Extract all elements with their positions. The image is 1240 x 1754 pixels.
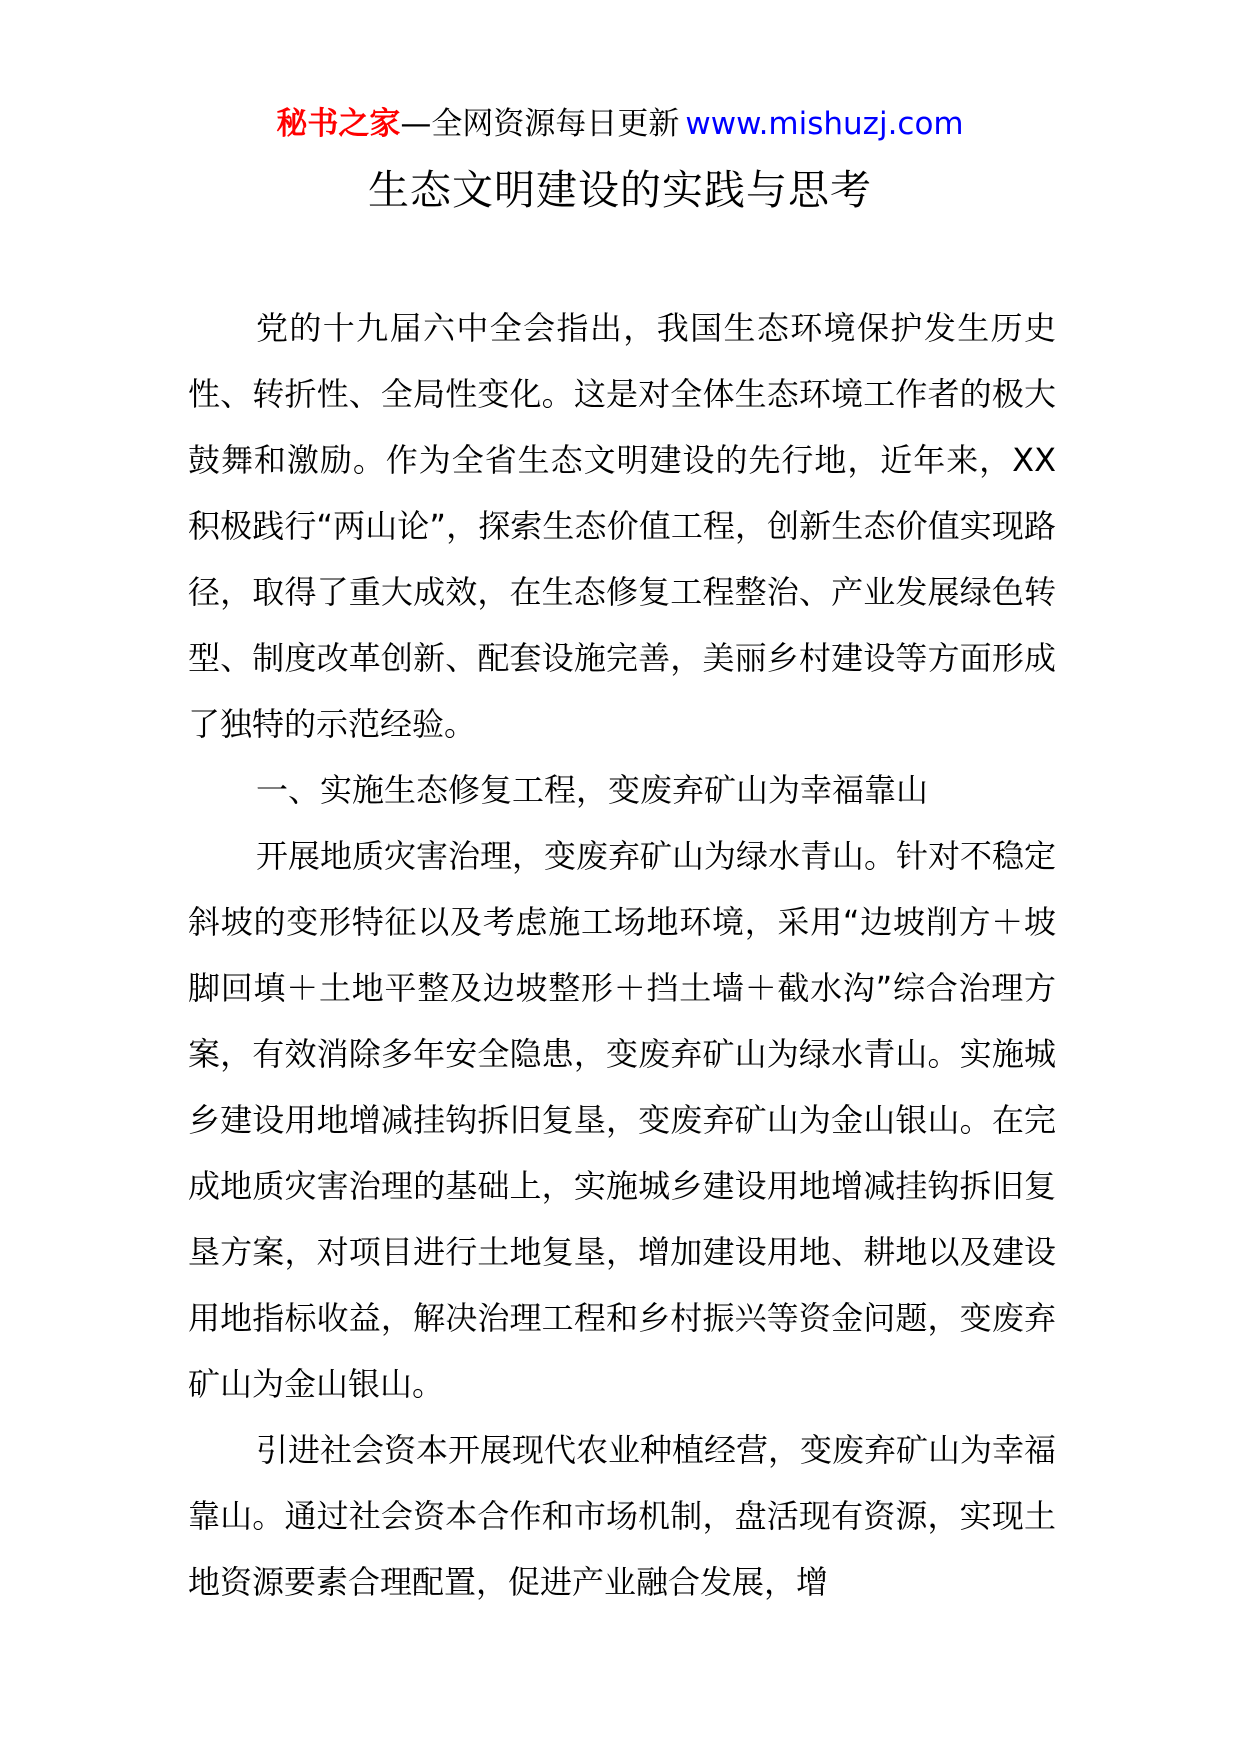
- site-slogan: —全网资源每日更新: [400, 106, 680, 142]
- site-url-link[interactable]: www.mishuzj.com: [685, 106, 964, 142]
- document-title: 生态文明建设的实践与思考: [368, 166, 872, 214]
- site-header: [0, 104, 1240, 144]
- site-name: 秘书之家: [276, 106, 401, 142]
- paragraph-geologic-treatment: 开展地质灾害治理，变废弃矿山为绿水青山。针对不稳定斜坡的变形特征以及考虑施工场地环境，采用“边坡削方＋坡脚回填＋土地平整及边坡整形＋挡土墙＋截水沟”综合治理方案，有效消除多年安全隐患，变废弃矿山为绿水青山。实施城乡建设用地增减挂钩拆旧复垦，变废弃矿山为金山银山。在完成地质灾害治理的基础上，实施城乡建设用地增减挂钩拆旧复垦方案，对项目进行土地复垦，增加建设用地、耕地以及建设用地指标收益，解决治理工程和乡村振兴等资金问题，变废弃矿山为金山银山。: [188, 837, 1057, 1403]
- paragraph-social-capital: 引进社会资本开展现代农业种植经营，变废弃矿山为幸福靠山。通过社会资本合作和市场机制，盘活现有资源，实现土地资源要素合理配置，促进产业融合发展，增: [188, 1431, 1057, 1601]
- document-body: [188, 295, 1056, 1615]
- paragraph-intro: 党的十九届六中全会指出，我国生态环境保护发生历史性、转折性、全局性变化。这是对全体生态环境工作者的极大鼓舞和激励。作为全省生态文明建设的先行地，近年来，XX积极践行“两山论”，探索生态价值工程，创新生态价值实现路径，取得了重大成效，在生态修复工程整治、产业发展绿色转型、制度改革创新、配套设施完善，美丽乡村建设等方面形成了独特的示范经验。: [188, 309, 1056, 743]
- section-heading-1: 一、实施生态修复工程，变废弃矿山为幸福靠山: [256, 771, 929, 809]
